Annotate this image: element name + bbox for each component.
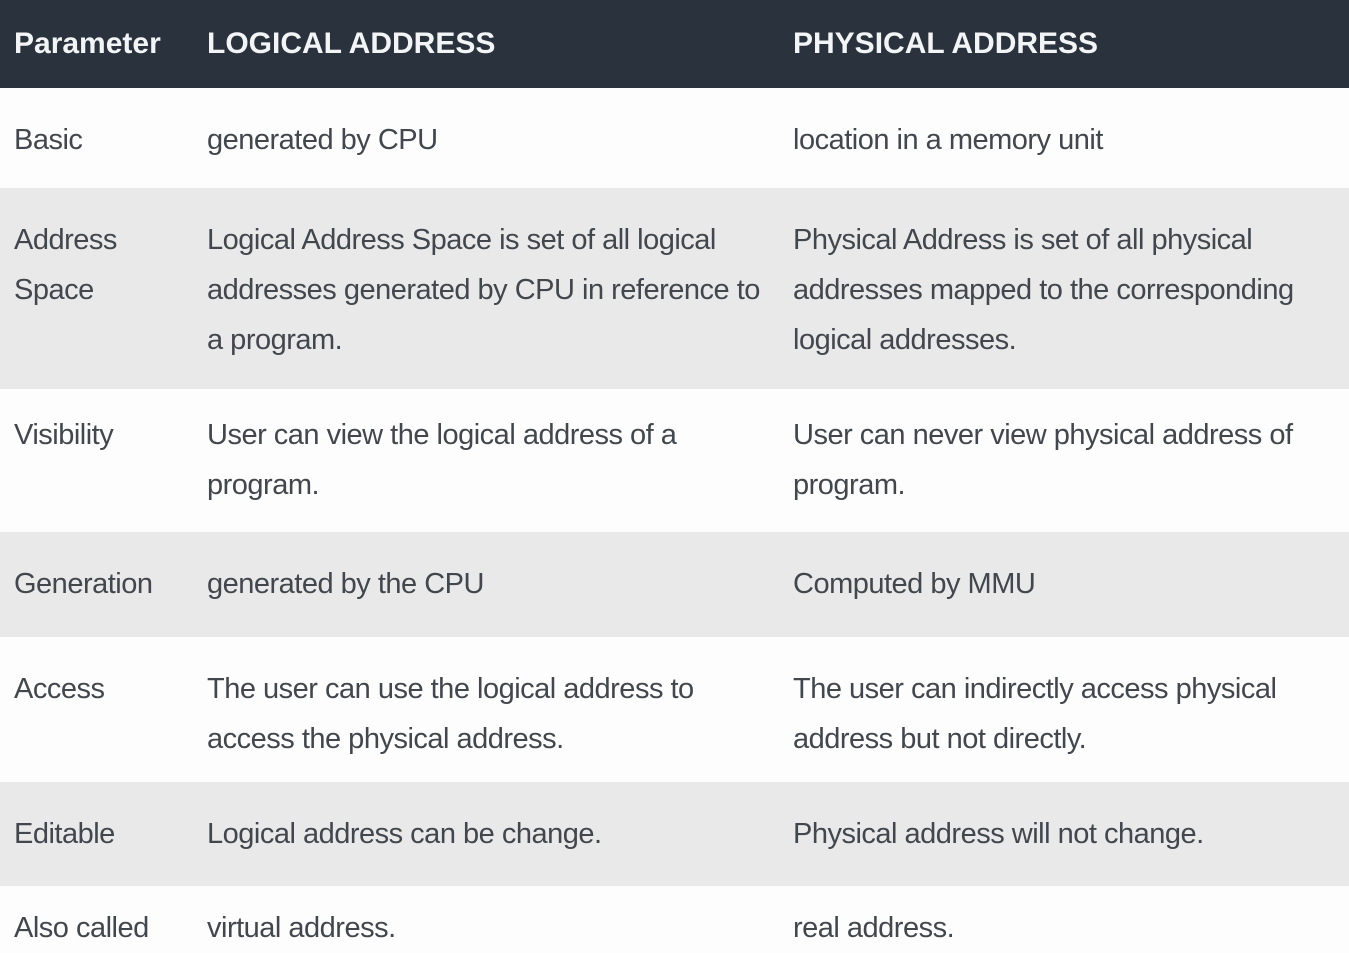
physical-address-value: The user can indirectly access physical address but not directly.	[793, 673, 1277, 755]
logical-address-value: Logical Address Space is set of all logical addresses generated by CPU in reference to a program.	[207, 224, 760, 356]
physical-address-value: location in a memory unit	[793, 124, 1103, 156]
column-header-logical-address: LOGICAL ADDRESS	[207, 27, 496, 60]
logical-address-value: virtual address.	[207, 912, 396, 944]
logical-address-value: The user can use the logical address to access the physical address.	[207, 673, 694, 755]
physical-address-value: Physical Address is set of all physical addresses mapped to the corresponding logical addresses.	[793, 224, 1294, 356]
row-parameter-label: Editable	[14, 818, 115, 850]
table-row-also-called	[0, 886, 1349, 953]
row-parameter-label: Also called	[14, 912, 149, 944]
physical-address-value: Computed by MMU	[793, 568, 1036, 600]
table-row-visibility	[0, 389, 1349, 532]
row-parameter-label: Basic	[14, 124, 83, 156]
table-row-generation	[0, 532, 1349, 637]
logical-address-value: generated by the CPU	[207, 568, 484, 600]
row-parameter-label: Access	[14, 673, 105, 705]
table-row-address-space	[0, 188, 1349, 389]
physical-address-value: real address.	[793, 912, 955, 944]
physical-address-value: Physical address will not change.	[793, 818, 1204, 850]
logical-address-value: User can view the logical address of a program.	[207, 419, 677, 501]
logical-address-value: Logical address can be change.	[207, 818, 602, 850]
column-header-physical-address: PHYSICAL ADDRESS	[793, 27, 1099, 60]
row-parameter-label: Address Space	[14, 224, 117, 306]
row-parameter-label: Visibility	[14, 419, 114, 451]
row-parameter-label: Generation	[14, 568, 153, 600]
table-row-editable	[0, 782, 1349, 886]
logical-address-value: generated by CPU	[207, 124, 438, 156]
physical-address-value: User can never view physical address of program.	[793, 419, 1293, 501]
table-row-access	[0, 637, 1349, 782]
column-header-parameter: Parameter	[14, 27, 161, 60]
table-row-basic	[0, 88, 1349, 188]
table-header-row	[0, 0, 1349, 88]
